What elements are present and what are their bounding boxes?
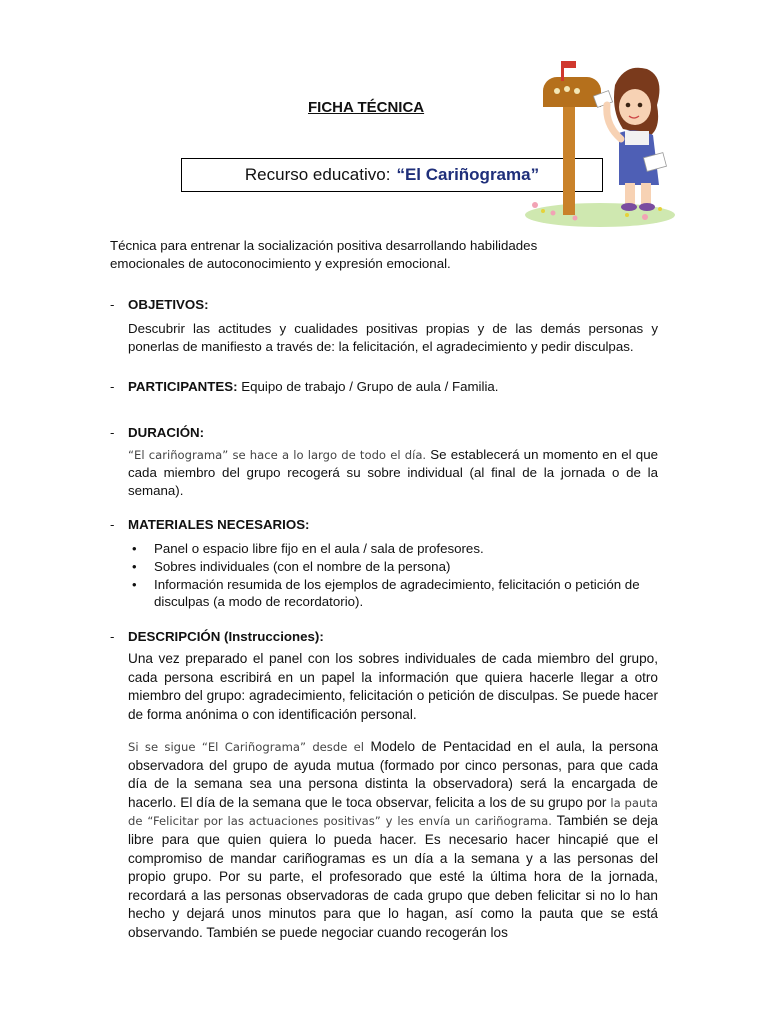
descripcion-p2-c: la pauta de “Felicitar por las actuaciones positivas” y les envía un cariñograma. xyxy=(128,795,658,829)
document-title: FICHA TÉCNICA xyxy=(308,99,425,116)
list-item-text: Información resumida de los ejemplos de agradecimiento, felicitación o petición de disculpas (a modo de recordatorio). xyxy=(154,577,640,609)
list-item xyxy=(128,558,658,575)
participantes-text: Equipo de trabajo / Grupo de aula / Familia. xyxy=(237,379,499,394)
bullet-icon: • xyxy=(132,541,137,556)
section-dash: - xyxy=(110,379,115,394)
list-item xyxy=(128,540,658,557)
descripcion-p2-d: También se deja libre para que quien quiera lo pueda hacer. Es necesario hacer hincapié que el compromiso de mandar cariñogramas es un día a la semana y a las personas del propio grupo. Por su parte, el profesorado que esté la última hora de la jornada, recordará a las personas observadoras de cada grupo que deben felicitar si no lo han hecho y dejará unos minutos para que lo hagan, así como la pauta que se está observando. También se puede negociar cuando recogerán los xyxy=(128,813,658,940)
section-objetivos-heading xyxy=(110,296,209,314)
duracion-text-b: Se establecerá un momento en el que cada miembro del grupo recogerá su sobre individual (al final de la jornada o de la semana). xyxy=(128,447,658,498)
section-participantes xyxy=(110,378,499,396)
list-item xyxy=(128,576,658,610)
list-item-text: Panel o espacio libre fijo en el aula / sala de profesores. xyxy=(154,541,484,556)
girl-mailbox-illustration xyxy=(515,55,675,230)
section-label: DESCRIPCIÓN (Instrucciones): xyxy=(128,629,324,644)
section-label: PARTICIPANTES: xyxy=(128,379,238,394)
duracion-text xyxy=(128,446,658,500)
section-label: DURACIÓN: xyxy=(128,425,205,440)
section-descripcion-heading xyxy=(110,628,324,646)
section-label: MATERIALES NECESARIOS: xyxy=(128,517,310,532)
descripcion-p2-b: Modelo de Pentacidad en el aula, la persona observadora del grupo de ayuda mutua (formado por cinco personas, para que cada día de la semana sea una persona distinta la observadora) será la encargada de hacerlo. El día de la semana que le toca observar, felicita a los de su grupo por xyxy=(128,739,658,810)
resource-prefix: Recurso educativo: xyxy=(244,165,391,184)
descripcion-paragraph-1: Una vez preparado el panel con los sobres individuales de cada miembro del grupo, cada persona escribirá en un papel la información que quiera hacerle llegar a otro miembro del grupo: agradecimiento, felicitación o petición de disculpas. Se puede hacer de forma anónima o con identificación personal. xyxy=(128,651,658,722)
bullet-icon: • xyxy=(132,577,137,592)
section-materiales-heading xyxy=(110,516,310,534)
resource-name: “El Cariñograma” xyxy=(396,165,540,184)
section-duracion-heading xyxy=(110,424,204,442)
descripcion-paragraph-2 xyxy=(128,738,658,943)
list-item-text: Sobres individuales (con el nombre de la persona) xyxy=(154,559,451,574)
section-label: OBJETIVOS: xyxy=(128,297,209,312)
objetivos-text: Descubrir las actitudes y cualidades positivas propias y de las demás personas y ponerlas de manifiesto a través de: la felicitación, el agradecimiento y pedir disculpas. xyxy=(128,321,658,354)
section-dash: - xyxy=(110,425,115,440)
section-dash: - xyxy=(110,629,115,644)
intro-paragraph: Técnica para entrenar la socialización positiva desarrollando habilidades emocionales de autoconocimiento y expresión emocional. xyxy=(110,238,538,271)
duracion-text-a: “El cariñograma” se hace a lo largo de todo el día. xyxy=(128,448,427,462)
bullet-icon: • xyxy=(132,559,137,574)
materiales-list xyxy=(128,540,658,611)
descripcion-p2-a: Si se sigue “El Cariñograma” desde el xyxy=(128,740,365,754)
section-dash: - xyxy=(110,297,115,312)
section-dash: - xyxy=(110,517,115,532)
